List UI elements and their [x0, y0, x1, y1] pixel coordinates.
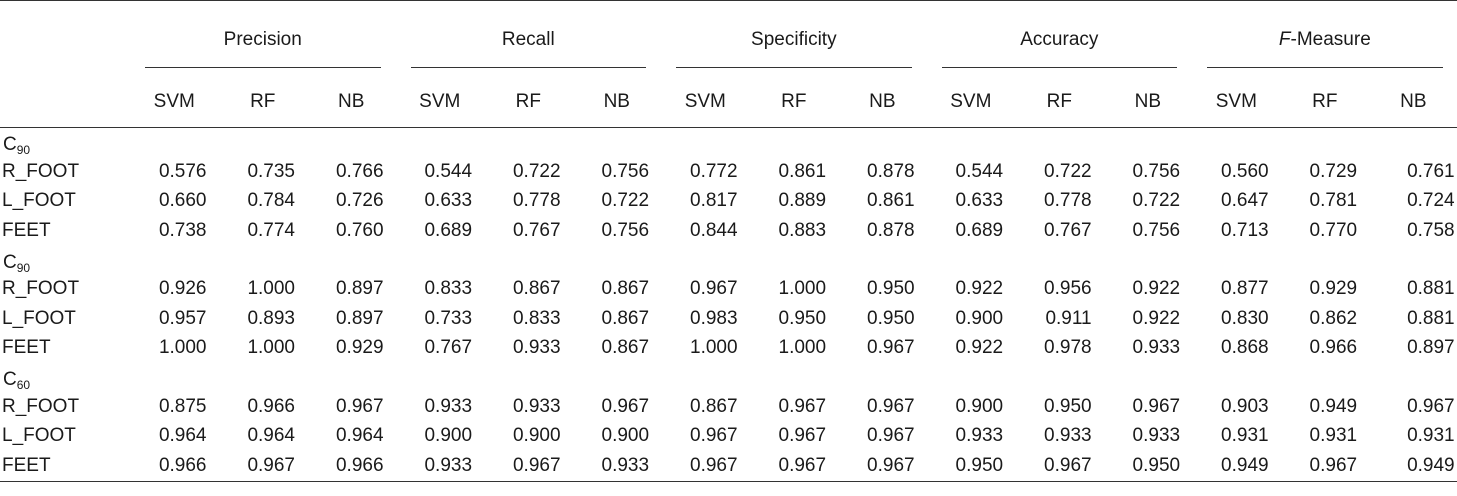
value-cell: 0.922: [955, 278, 1004, 300]
row-label: FEET: [2, 454, 51, 476]
value-cell: 0.949: [1309, 395, 1358, 417]
table-body: [0, 128, 1457, 482]
value-cell: 0.767: [424, 337, 473, 359]
value-cell: 0.756: [601, 219, 650, 241]
metric-group-header: [1192, 1, 1457, 78]
section-header-row: [0, 128, 1457, 158]
value-cell: 0.774: [247, 219, 295, 241]
section-label-subscript: 90: [16, 143, 31, 157]
value-cell: 1.000: [247, 278, 295, 300]
section-label: [0, 363, 1457, 392]
value-cell: 1.000: [158, 337, 207, 359]
metric-group-header-row: [0, 1, 1457, 78]
classifier-header: SVM: [684, 91, 726, 112]
table-row: [0, 392, 1457, 422]
row-label: R_FOOT: [2, 160, 80, 182]
value-cell: 0.867: [690, 395, 738, 417]
row-label: L_FOOT: [2, 425, 76, 447]
value-cell: 0.967: [247, 454, 295, 476]
value-cell: 0.689: [424, 219, 473, 241]
classifier-header: RF: [1312, 91, 1338, 112]
value-cell: 0.893: [247, 307, 295, 329]
classifier-header: SVM: [153, 91, 195, 112]
value-cell: 0.778: [1044, 190, 1092, 212]
value-cell: 0.967: [867, 454, 915, 476]
value-cell: 0.900: [512, 425, 561, 447]
metric-group-italic-prefix: F: [1278, 28, 1291, 50]
value-cell: 0.967: [1044, 454, 1092, 476]
value-cell: 0.978: [1044, 337, 1092, 359]
row-label: L_FOOT: [2, 190, 76, 212]
value-cell: 0.950: [867, 307, 915, 329]
value-cell: 0.933: [512, 395, 561, 417]
classifier-header: RF: [515, 91, 541, 112]
metric-group-label: [411, 29, 647, 68]
value-cell: 0.900: [955, 307, 1004, 329]
value-cell: 0.967: [778, 425, 827, 447]
classifier-header: RF: [781, 91, 807, 112]
value-cell: 0.967: [512, 454, 561, 476]
value-cell: 0.967: [778, 454, 827, 476]
value-cell: 0.967: [690, 454, 738, 476]
value-cell: 0.772: [690, 160, 738, 182]
row-label: L_FOOT: [2, 307, 76, 329]
value-cell: 0.770: [1309, 219, 1358, 241]
table-row: [0, 422, 1457, 452]
value-cell: 0.756: [601, 160, 650, 182]
metric-group-label: [1207, 29, 1443, 68]
value-cell: 0.929: [335, 337, 384, 359]
section-label-main: C: [3, 369, 17, 390]
value-cell: 0.949: [1407, 454, 1455, 476]
section-label: [0, 246, 1457, 275]
value-cell: 0.967: [867, 395, 915, 417]
value-cell: 0.933: [512, 337, 561, 359]
value-cell: 0.560: [1221, 160, 1269, 182]
value-cell: 0.875: [158, 395, 207, 417]
value-cell: 0.735: [247, 160, 295, 182]
table-row: [0, 216, 1457, 246]
value-cell: 0.861: [867, 190, 915, 212]
value-cell: 0.933: [424, 454, 473, 476]
value-cell: 0.967: [867, 337, 915, 359]
value-cell: 0.867: [601, 307, 650, 329]
metric-group-label: [942, 29, 1178, 68]
classifier-header: NB: [869, 91, 896, 112]
value-cell: 0.967: [601, 395, 650, 417]
metric-group-text: Precision: [223, 28, 302, 50]
classifier-header: NB: [338, 91, 365, 112]
corner-cell: [0, 77, 130, 128]
metric-group-text: -Measure: [1290, 28, 1371, 50]
row-label: FEET: [2, 219, 51, 241]
value-cell: 0.967: [335, 395, 384, 417]
value-cell: 0.950: [867, 278, 915, 300]
section-label-main: C: [3, 134, 17, 155]
value-cell: 0.726: [335, 190, 384, 212]
classifier-header: SVM: [1215, 91, 1257, 112]
value-cell: 0.929: [1309, 278, 1358, 300]
value-cell: 0.922: [1132, 307, 1181, 329]
value-cell: 0.722: [1132, 190, 1181, 212]
value-cell: 0.967: [1309, 454, 1358, 476]
value-cell: 0.881: [1407, 278, 1455, 300]
value-cell: 0.878: [867, 160, 915, 182]
value-cell: 0.877: [1221, 278, 1269, 300]
value-cell: 0.778: [512, 190, 561, 212]
value-cell: 0.933: [1132, 425, 1181, 447]
table-row: [0, 334, 1457, 364]
value-cell: 0.833: [512, 307, 561, 329]
value-cell: 0.760: [335, 219, 384, 241]
value-cell: 0.713: [1221, 219, 1269, 241]
value-cell: 0.633: [424, 190, 473, 212]
value-cell: 0.766: [335, 160, 384, 182]
table-row: [0, 275, 1457, 305]
table-row: [0, 451, 1457, 481]
value-cell: 0.957: [158, 307, 207, 329]
value-cell: 0.722: [601, 190, 650, 212]
value-cell: 0.897: [335, 307, 384, 329]
value-cell: 0.868: [1221, 337, 1269, 359]
value-cell: 0.903: [1221, 395, 1269, 417]
metric-group-text: Accuracy: [1020, 28, 1099, 50]
value-cell: 0.633: [955, 190, 1004, 212]
value-cell: 0.966: [1309, 337, 1358, 359]
value-cell: 0.967: [867, 425, 915, 447]
value-cell: 0.881: [1407, 307, 1455, 329]
value-cell: 0.878: [867, 219, 915, 241]
metric-group-header: [130, 1, 396, 78]
value-cell: 0.729: [1309, 160, 1358, 182]
value-cell: 0.931: [1309, 425, 1358, 447]
value-cell: 0.956: [1044, 278, 1092, 300]
value-cell: 0.689: [955, 219, 1004, 241]
value-cell: 0.733: [424, 307, 473, 329]
value-cell: 0.830: [1221, 307, 1269, 329]
value-cell: 0.966: [247, 395, 295, 417]
value-cell: 0.660: [158, 190, 207, 212]
classifier-header: SVM: [419, 91, 461, 112]
value-cell: 0.966: [335, 454, 384, 476]
value-cell: 0.967: [690, 278, 738, 300]
corner-cell: [0, 1, 130, 78]
value-cell: 0.576: [158, 160, 207, 182]
value-cell: 0.949: [1221, 454, 1269, 476]
value-cell: 0.722: [512, 160, 561, 182]
value-cell: 0.950: [778, 307, 827, 329]
value-cell: 0.544: [424, 160, 473, 182]
value-cell: 0.926: [158, 278, 207, 300]
value-cell: 0.933: [601, 454, 650, 476]
table-row: [0, 187, 1457, 217]
value-cell: 0.861: [778, 160, 827, 182]
value-cell: 0.817: [690, 190, 738, 212]
section-label-subscript: 60: [16, 378, 31, 392]
value-cell: 0.647: [1221, 190, 1269, 212]
metric-group-header: [927, 1, 1193, 78]
classifier-header: RF: [1046, 91, 1072, 112]
value-cell: 0.862: [1309, 307, 1358, 329]
row-label: R_FOOT: [2, 395, 80, 417]
table-row: [0, 157, 1457, 187]
value-cell: 0.722: [1044, 160, 1092, 182]
value-cell: 0.933: [955, 425, 1004, 447]
value-cell: 0.758: [1407, 219, 1455, 241]
value-cell: 0.950: [1044, 395, 1092, 417]
metric-group-text: Recall: [501, 28, 555, 50]
value-cell: 0.867: [601, 278, 650, 300]
metric-group-header: [396, 1, 662, 78]
value-cell: 0.761: [1407, 160, 1455, 182]
value-cell: 1.000: [247, 337, 295, 359]
value-cell: 1.000: [778, 337, 827, 359]
value-cell: 0.867: [512, 278, 561, 300]
value-cell: 0.897: [1407, 337, 1455, 359]
value-cell: 0.767: [1044, 219, 1092, 241]
row-label: FEET: [2, 337, 51, 359]
value-cell: 0.967: [690, 425, 738, 447]
value-cell: 0.900: [424, 425, 473, 447]
value-cell: 0.833: [424, 278, 473, 300]
value-cell: 0.544: [955, 160, 1004, 182]
value-cell: 0.900: [601, 425, 650, 447]
table-header: [0, 1, 1457, 128]
value-cell: 0.883: [778, 219, 827, 241]
value-cell: 0.950: [1132, 454, 1181, 476]
value-cell: 0.967: [1407, 395, 1455, 417]
value-cell: 0.964: [247, 425, 295, 447]
metric-group-text: Specificity: [751, 28, 837, 50]
value-cell: 0.867: [601, 337, 650, 359]
value-cell: 0.724: [1407, 190, 1455, 212]
section-label-subscript: 90: [16, 260, 31, 275]
section-label-main: C: [3, 251, 17, 273]
metric-group-header: [661, 1, 927, 78]
value-cell: 0.781: [1309, 190, 1358, 212]
section-label: [0, 128, 1457, 158]
value-cell: 0.756: [1132, 219, 1181, 241]
metric-group-label: [145, 29, 381, 68]
value-cell: 0.738: [158, 219, 207, 241]
classifier-header: SVM: [950, 91, 992, 112]
classifier-header: NB: [1134, 91, 1162, 112]
value-cell: 0.900: [955, 395, 1004, 417]
value-cell: 0.931: [1407, 425, 1455, 447]
section-header-row: [0, 246, 1457, 275]
value-cell: 0.933: [1044, 425, 1092, 447]
value-cell: 0.767: [512, 219, 561, 241]
value-cell: 0.983: [690, 307, 738, 329]
metric-group-label: [676, 29, 912, 68]
classifier-header: NB: [1400, 91, 1427, 112]
value-cell: 0.966: [158, 454, 207, 476]
row-label: R_FOOT: [2, 278, 80, 300]
value-cell: 0.844: [690, 219, 738, 241]
value-cell: 0.964: [335, 425, 384, 447]
classifier-header: NB: [603, 91, 630, 112]
value-cell: 0.950: [955, 454, 1004, 476]
classifier-header: RF: [250, 91, 276, 112]
value-cell: 1.000: [690, 337, 738, 359]
table-row: [0, 304, 1457, 334]
section-header-row: [0, 363, 1457, 392]
value-cell: 0.784: [247, 190, 295, 212]
value-cell: 0.911: [1045, 307, 1092, 329]
value-cell: 1.000: [778, 278, 827, 300]
value-cell: 0.922: [1132, 278, 1181, 300]
classifier-header-row: [0, 77, 1457, 128]
value-cell: 0.897: [335, 278, 384, 300]
value-cell: 0.933: [424, 395, 473, 417]
value-cell: 0.756: [1132, 160, 1181, 182]
value-cell: 0.964: [158, 425, 207, 447]
value-cell: 0.933: [1132, 337, 1181, 359]
value-cell: 0.967: [1132, 395, 1181, 417]
value-cell: 0.931: [1221, 425, 1269, 447]
value-cell: 0.889: [778, 190, 827, 212]
value-cell: 0.967: [778, 395, 827, 417]
value-cell: 0.922: [955, 337, 1004, 359]
